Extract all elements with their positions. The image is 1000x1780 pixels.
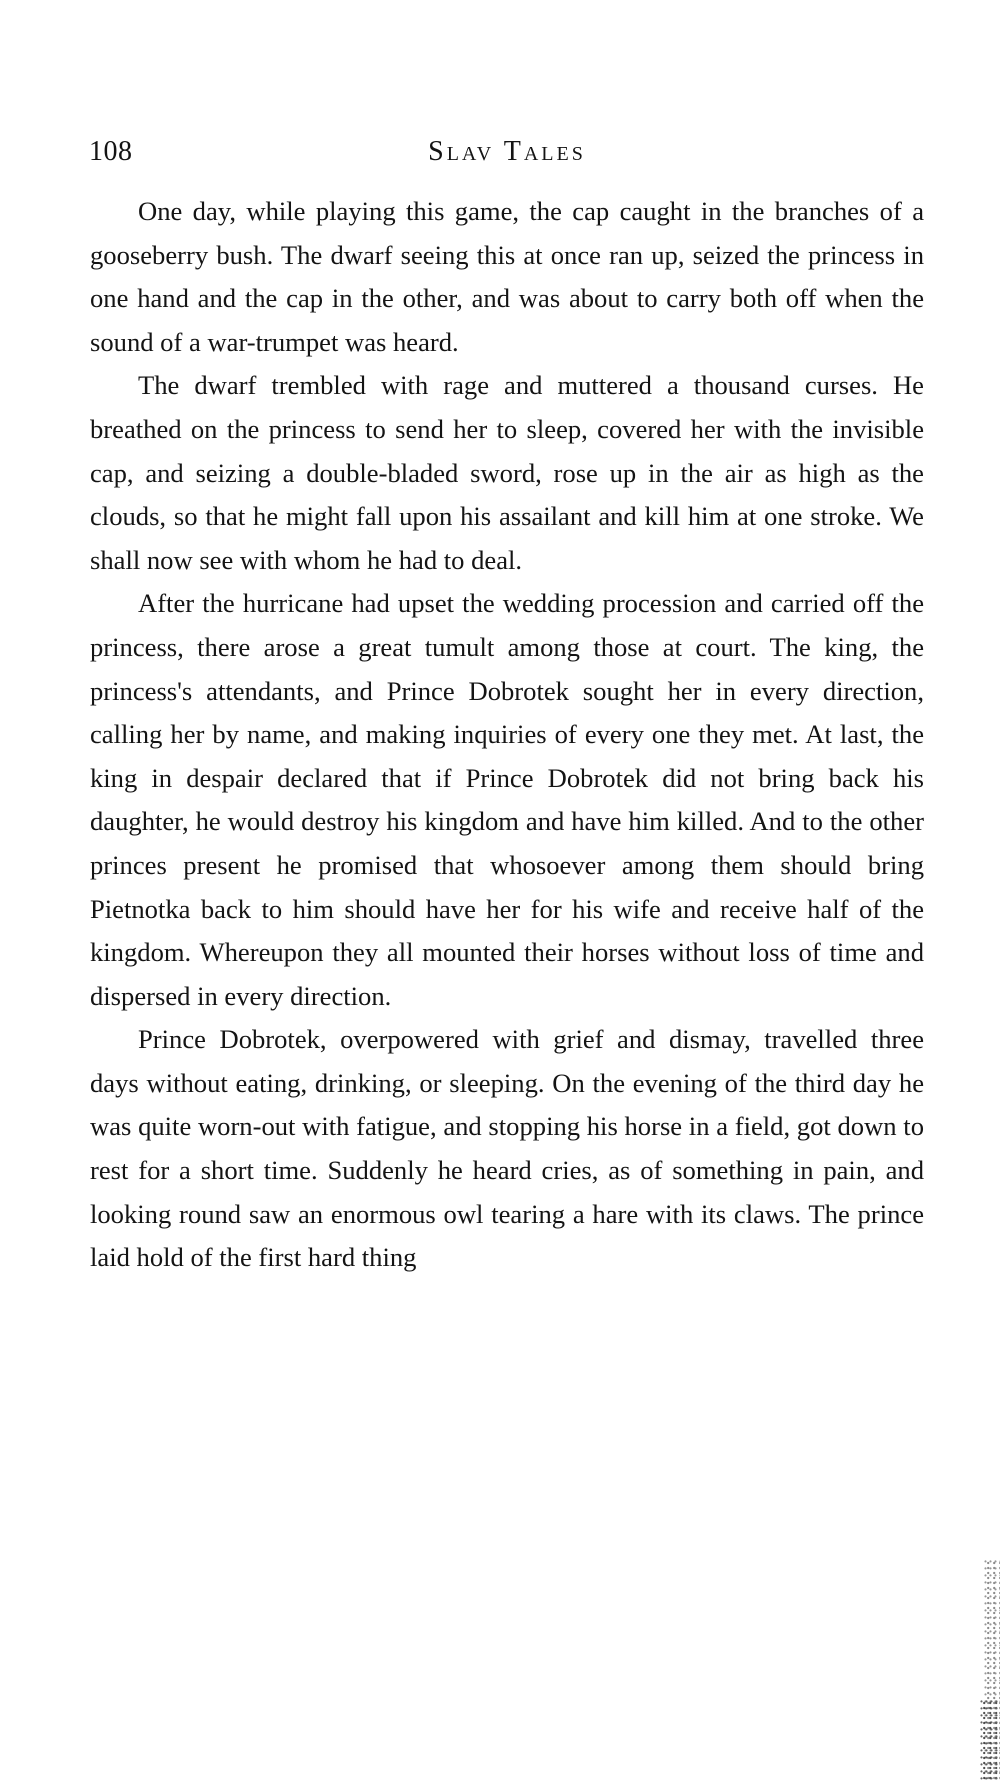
paragraph: One day, while playing this game, the cap caught in the branches of a gooseberry bush. The dwarf seeing this at once ran up, seized the princess in one hand and the cap in the other, and was about to carry both off when the sound of a war-trumpet was heard. (90, 196, 924, 357)
paragraph: After the hurricane had upset the wedding procession and carried off the princess, there arose a great tumult among those at court. The king, the princess's attendants, and Prince Dobrotek sought her in every direction, calling her by name, and making inquiries of every one they met. At last, the king in despair declared that if Prince Dobrotek did not bring back his daughter, he would destroy his kingdom and have him killed. And to the other princes present he promised that whosoever among them should bring Pietnotka back to him should have her for his wife and receive half of the kingdom. Whereupon they all mounted their horses without loss of time and dispersed in every direction. (90, 588, 924, 1011)
running-title: Slav Tales (428, 136, 586, 167)
page-number: 108 (89, 136, 133, 167)
page-header (89, 136, 925, 176)
page-edge-speckle-dark (980, 1700, 1000, 1780)
body-text (90, 190, 924, 1280)
paragraph: Prince Dobrotek, overpowered with grief and dismay, travelled three days without eating, drinking, or sleeping. On the evening of the third day he was quite worn-out with fatigue, and stopping his horse in a field, got down to rest for a short time. Suddenly he heard cries, as of something in pain, and looking round saw an enormous owl tearing a hare with its claws. The prince laid hold of the first hard thing (90, 1024, 924, 1273)
paragraph: The dwarf trembled with rage and muttered a thousand curses. He breathed on the princess to send her to sleep, covered her with the invisible cap, and seizing a double-bladed sword, rose up in the air as high as the clouds, so that he might fall upon his assailant and kill him at one stroke. We shall now see with whom he had to deal. (90, 370, 924, 575)
